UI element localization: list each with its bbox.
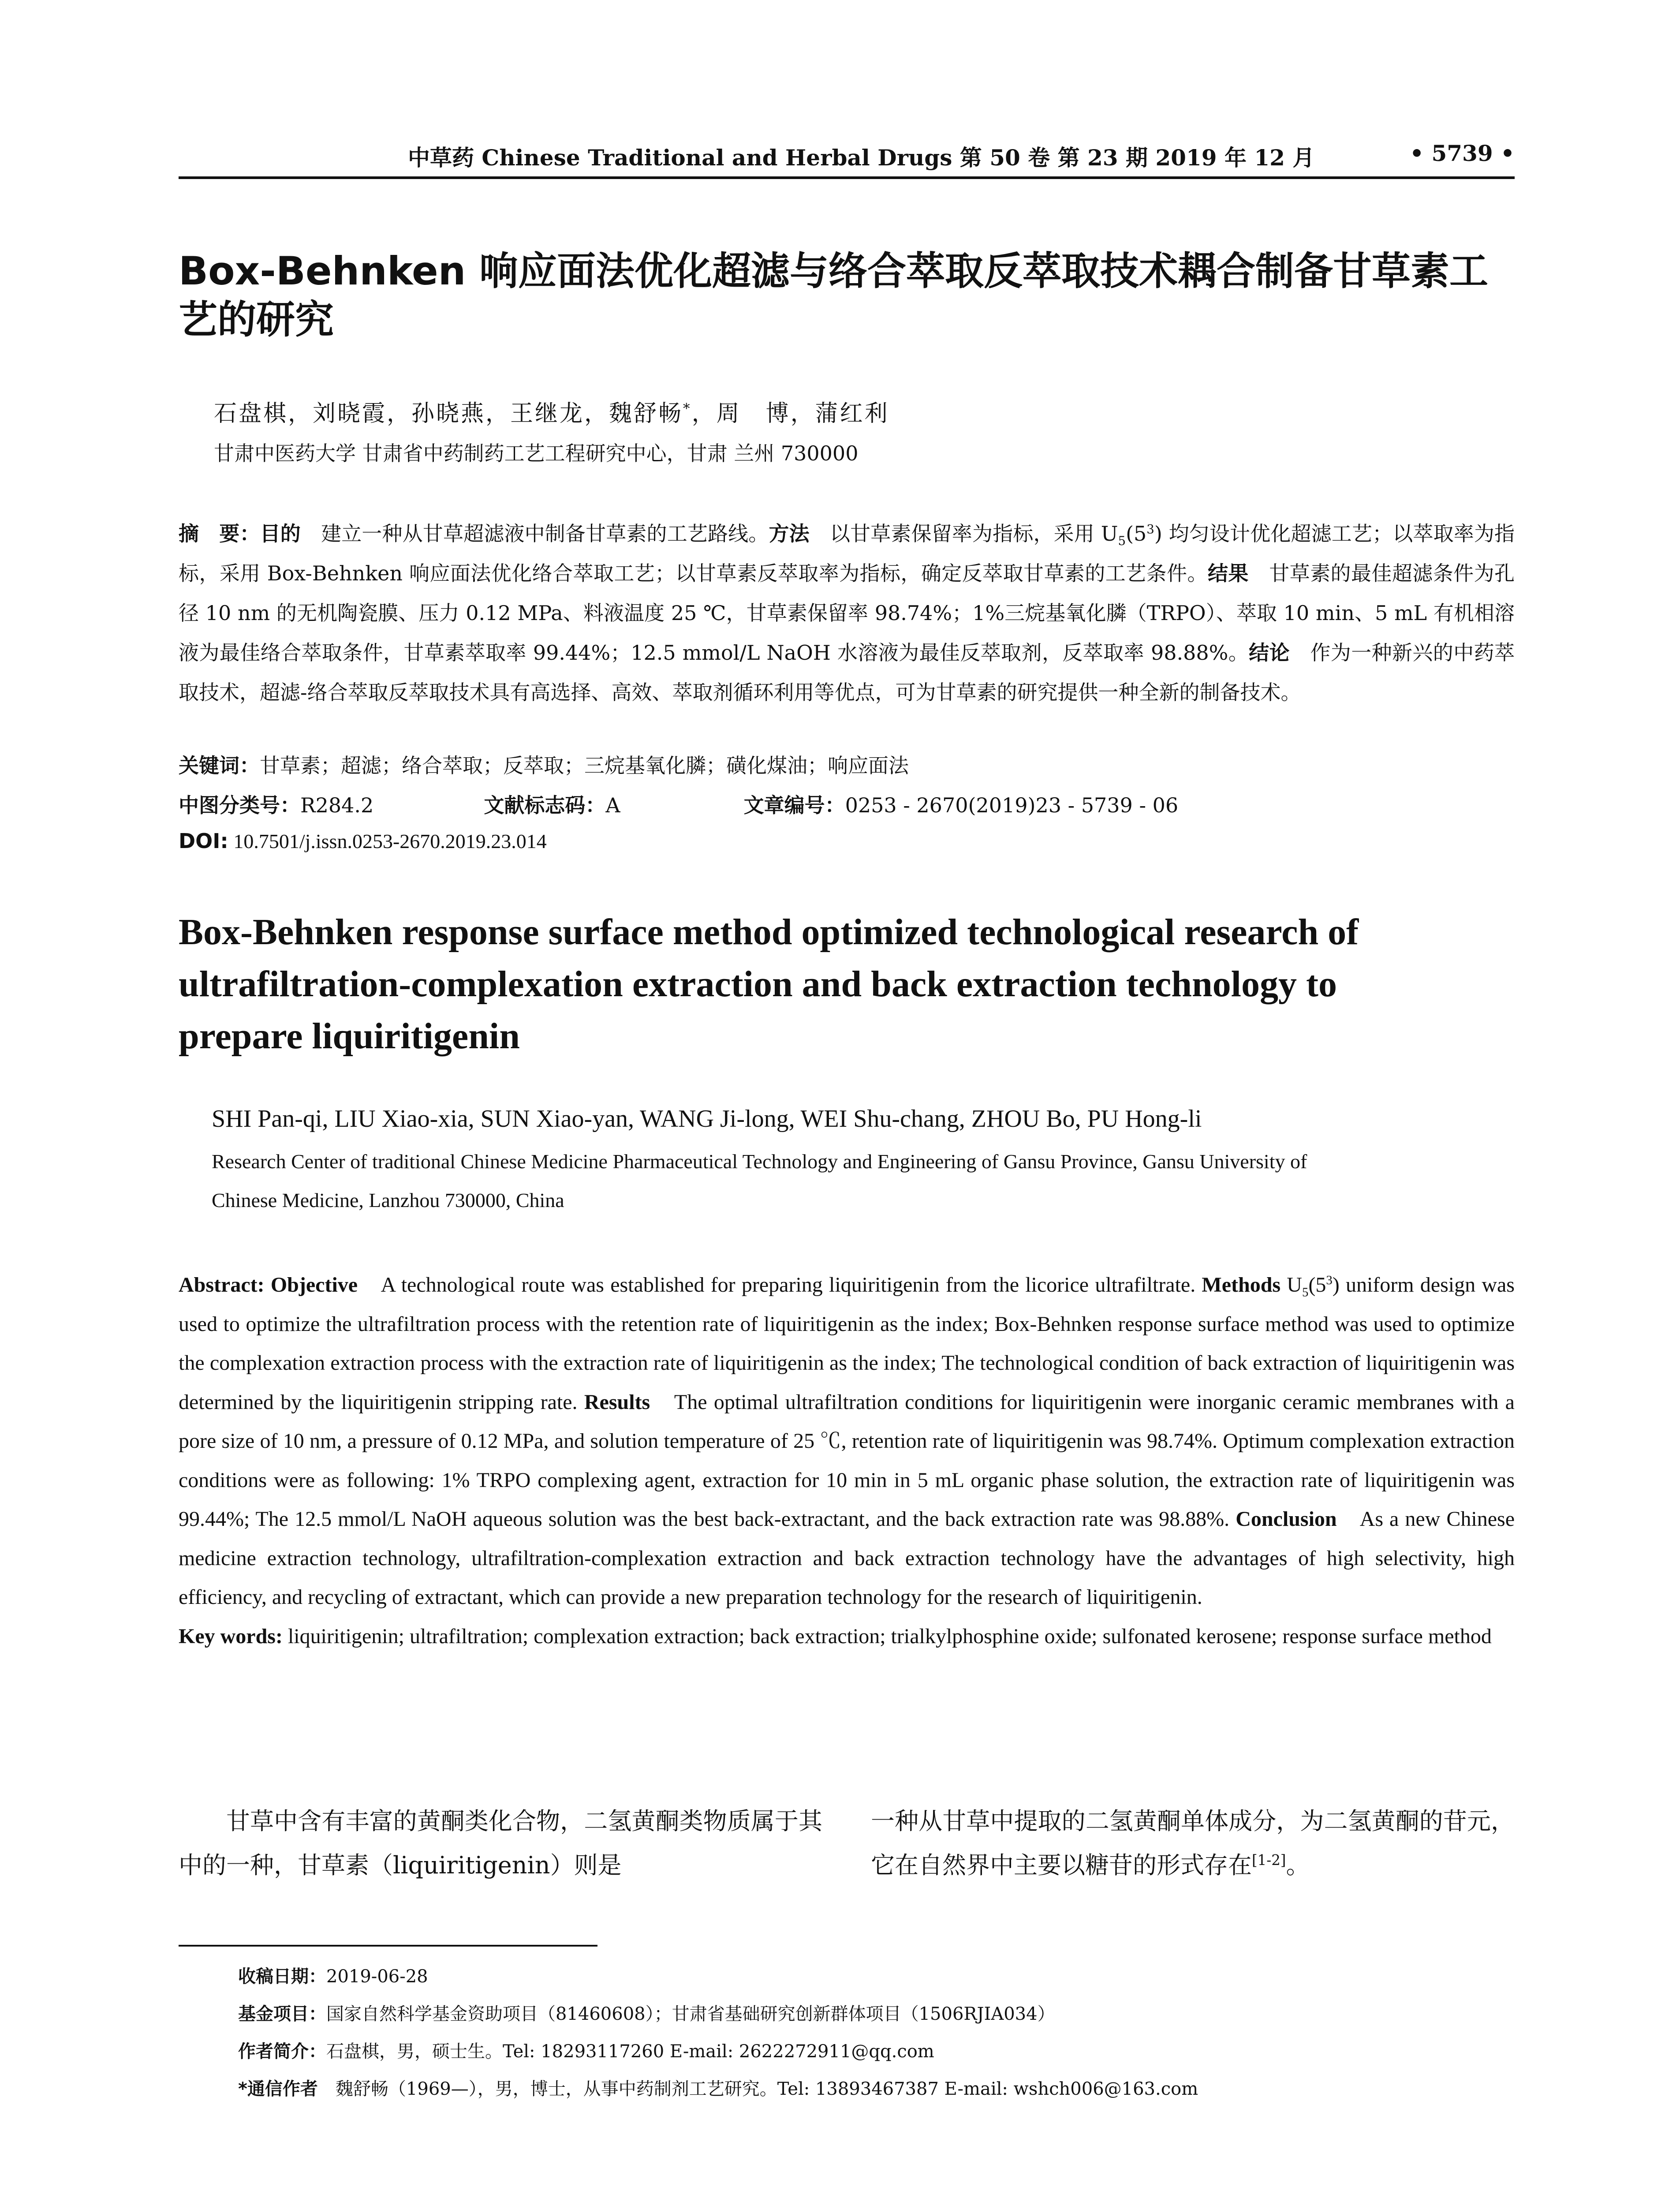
journal-info: 中草药 Chinese Traditional and Herbal Drugs 第 50 卷 第 23 期 2019 年 12 月 (408, 145, 1315, 171)
en-title-line-2: ultrafiltration-complexation extraction and back extraction technology to (179, 964, 1337, 1005)
running-header (179, 140, 1515, 176)
footnote-received: 收稿日期：2019-06-28 (238, 1966, 428, 1987)
footnote-corresponding: *通信作者 魏舒畅（1969—），男，博士，从事中药制剂工艺研究。Tel: 13893467387 E-mail: wshch006@163.com (238, 2079, 1198, 2099)
en-abstract: Abstract: Objective A technological route was established for preparing liquiritigenin from the licorice ultrafiltrate. Methods $U_5(5^3)$ uniform design was used to optimize the ultrafiltration process with the retention rate of liquiritigenin as the index; Box-Behnken response surface method was used to optimize the complexation extraction process with the extraction rate of liquiritigenin as the index; The technological condition of back extraction of liquiritigenin was determined by the liquiritigenin stripping rate. Results The optimal ultrafiltration conditions for liquiritigenin were inorganic ceramic membranes with a pore size of 10 nm, a pressure of 0.12 MPa, and solution temperature of 25 ℃, retention rate of liquiritigenin was 98.74%. Optimum complexation extraction conditions were as following: 1% TRPO complexing agent, extraction for 10 min in 5 mL organic phase solution, the extraction rate of liquiritigenin was 99.44%; The 12.5 mmol/L NaOH aqueous solution was the best back-extractant, and the back extraction rate was 98.88%. Conclusion As a new Chinese medicine extraction technology, ultrafiltration-complexation extraction and back extraction technology have the advantages of high selectivity, high efficiency, and recycling of extractant, which can provide a new preparation technology for the research of liquiritigenin. Key words: liquiritigenin; ultrafiltration; complexation extraction; back extraction; trialkylphosphine oxide; sulfonated kerosene; response surface method (179, 1266, 1515, 1656)
cn-title-line-1: Box-Behnken 响应面法优化超滤与络合萃取反萃取技术耦合制备甘草素工 (179, 248, 1489, 294)
header-rule (179, 176, 1515, 179)
en-keywords: Key words: liquiritigenin; ultrafiltration; complexation extraction; back extraction; trialkylphosphine oxide; sulfonated kerosene; response surface method (179, 1624, 1492, 1648)
cn-authors: 石盘棋，刘晓霞，孙晓燕，王继龙，魏舒畅*，周 博，蒲红利 (214, 400, 889, 427)
en-affiliation: Research Center of traditional Chinese Medicine Pharmaceutical Technology and Engineering of Gansu Province, Gansu University of Chinese Medicine, Lanzhou 730000, China (212, 1150, 1307, 1211)
cn-keywords: 关键词：甘草素；超滤；络合萃取；反萃取；三烷基氧化膦；磺化煤油；响应面法 (179, 754, 909, 777)
body-left-column: 甘草中含有丰富的黄酮类化合物，二氢黄酮类物质属于其中的一种，甘草素（liquiritigenin）则是 (179, 1807, 822, 1879)
citation-ref: [1-2] (1252, 1852, 1286, 1869)
cn-abstract: 摘 要：目的 建立一种从甘草超滤液中制备甘草素的工艺路线。方法 以甘草素保留率为指标，采用 $U_5(5^3)$ 均匀设计优化超滤工艺；以萃取率为指标，采用 Box-Behnken 响应面法优化络合萃取工艺；以甘草素反萃取率为指标，确定反萃取甘草素的工艺条件。结果 甘草素的最佳超滤条件为孔径 10 nm 的无机陶瓷膜、压力 0.12 MPa、料液温度 25 ℃，甘草素保留率 98.74%；1%三烷基氧化膦（TRPO）、萃取 10 min、5 mL 有机相溶液为最佳络合萃取条件，甘草素萃取率 99.44%；12.5 mmol/L NaOH 水溶液为最佳反萃取剂，反萃取率 98.88%。结论 作为一种新兴的中药萃取技术，超滤-络合萃取反萃取技术具有高选择、高效、萃取剂循环利用等优点，可为甘草素的研究提供一种全新的制备技术。 (179, 522, 1515, 704)
cn-abstract-label: 摘 要： (179, 522, 260, 546)
page-number: • 5739 • (1410, 140, 1515, 166)
en-title-line-1: Box-Behnken response surface method optimized technological research of (179, 912, 1359, 953)
cn-affiliation: 甘肃中医药大学 甘肃省中药制药工艺工程研究中心，甘肃 兰州 730000 (214, 441, 859, 465)
footnote-author: 作者简介：石盘棋，男，硕士生。Tel: 18293117260 E-mail: 2622272911@qq.com (238, 2041, 934, 2062)
doi: DOI: 10.7501/j.issn.0253-2670.2019.23.014 (179, 829, 547, 853)
footnote-rule (179, 1945, 597, 1947)
footnote-fund: 基金项目：国家自然科学基金资助项目（81460608）；甘肃省基础研究创新群体项目（1506RJIA034） (238, 2004, 1055, 2024)
cn-title-line-2: 艺的研究 (179, 297, 334, 342)
en-title (179, 906, 1515, 1062)
body-right-column: 一种从甘草中提取的二氢黄酮单体成分，为二氢黄酮的苷元，它在自然界中主要以糖苷的形式存在[1-2]。 (871, 1807, 1515, 1879)
en-authors: SHI Pan-qi, LIU Xiao-xia, SUN Xiao-yan, WANG Ji-long, WEI Shu-chang, ZHOU Bo, PU Hong-li (212, 1105, 1202, 1132)
cn-classification: 中图分类号：R284.2 文献标志码：A 文章编号：0253 - 2670(2019)23 - 5739 - 06 (179, 793, 1179, 817)
en-abstract-label: Abstract: (179, 1273, 265, 1297)
cn-title (179, 247, 1515, 344)
en-title-line-3: prepare liquiritigenin (179, 1016, 520, 1057)
